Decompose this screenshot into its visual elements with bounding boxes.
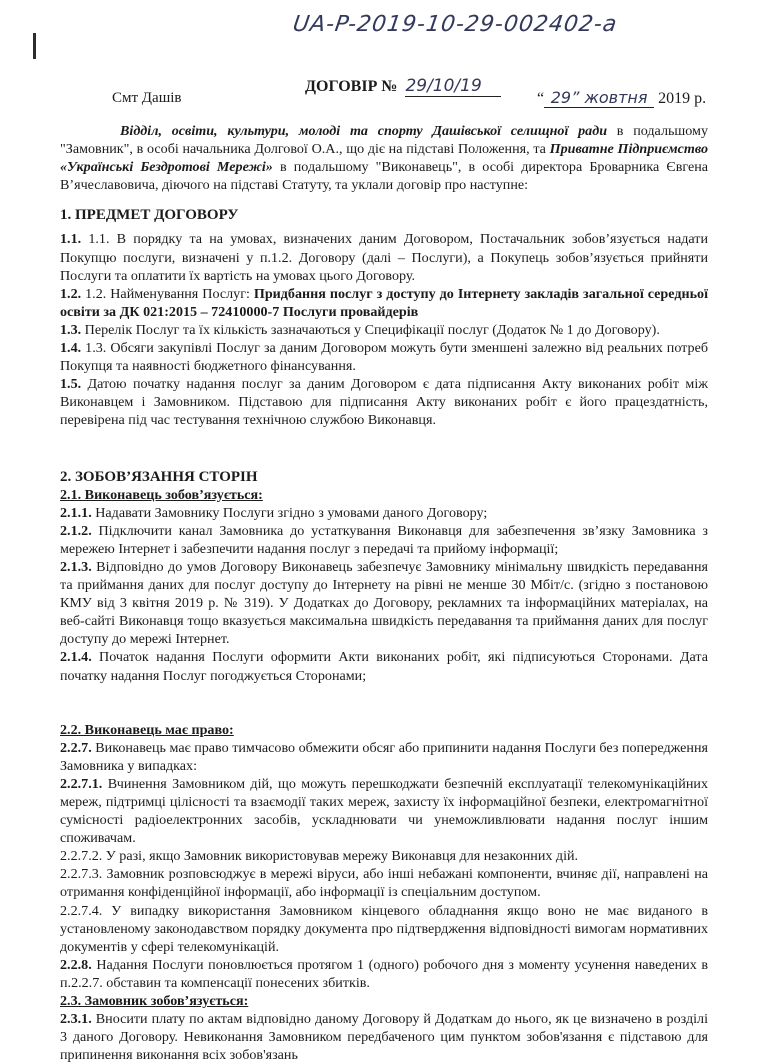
clause-text: Початок надання Послуги оформити Акти виконаних робіт, які підписуються Сторонами. Дата початку надання Послуг погоджується Сторонами; [60, 649, 708, 684]
clause-2-3-1 [60, 1010, 708, 1064]
subsection-2-3-heading: 2.3. Замовник зобов’язується: [60, 993, 249, 1010]
preamble-text-1: в подальшому "Замовник", в особі начальника Долгової О.А., що діє на підставі Положення, та [60, 123, 708, 158]
clause-number: 2.1.2. [60, 522, 92, 539]
section-2-heading: 2. ЗОБОВ’ЯЗАННЯ СТОРІН [60, 468, 258, 485]
clause-1-3 [60, 321, 708, 339]
clause-text: Надання Послуги поновлюється протягом 1 (одного) робочого дня з моменту усунення наведених в п.2.2.7. обставин та компенсації понесених збитків. [60, 956, 708, 991]
clause-2-1-3 [60, 558, 708, 648]
clause-2-2-7 [60, 739, 708, 775]
clause-2-2-8 [60, 956, 708, 992]
subsection-2-2-heading: 2.2. Виконавець має право: [60, 721, 234, 738]
clause-text: 1.2. Найменування Послуг: [81, 285, 254, 302]
clause-number: 1.4. [60, 340, 82, 357]
clause-2-1-1 [60, 504, 708, 522]
clause-number: 2.2.8. [60, 956, 92, 973]
clause-text: Датою початку надання послуг за даним Договором є дата підписання Акту виконаних робіт між Виконавцем і Замовником. Підставою для підписання Акту виконаних робіт є його працездатність, перевірена під час тестування технічною службою Виконавця. [60, 376, 708, 429]
clause-number: 2.1.4. [60, 649, 92, 666]
clause-number: 2.3.1. [60, 1011, 92, 1028]
clause-2-2-7-3: 2.2.7.3. Замовник розповсюджує в мережі віруси, або інші небажані компоненти, вчиняє дії, направлені на отримання конфіденційної інформації, або інформації із спеціальним доступом. [60, 866, 708, 901]
clause-service-name: Придбання послуг з доступу до Інтернету закладів загальної середньої освіти за ДК 021:2015 – 72410000-7 Послуги провайдерів [60, 285, 708, 320]
clause-1-5 [60, 375, 708, 429]
clause-text: Відповідно до умов Договору Виконавець забезпечує Замовнику мінімальну швидкість передавання та приймання даних для послуг доступу до Інтернету на рівні не менше 30 Мбіт/с. (згідно з постановою КМУ від 3 квітня 2019 р. № 319). У Додатках до Договору, рекламних та інформаційних матеріалах, на веб-сайті Виконавця тощо вказується максимальна швидкість передавання та приймання даних для послуг доступу до мережі Інтернет. [60, 558, 708, 648]
preamble [60, 122, 708, 194]
handwritten-registration-number: UA-P-2019-10-29-002402-a [291, 12, 620, 37]
clause-2-1-4 [60, 648, 708, 684]
preamble-customer: Відділ, освіти, культури, молоді та спорту Дашівської селищної ради [120, 123, 608, 139]
contract-title [305, 76, 501, 97]
clause-number: 1.3. [60, 321, 82, 338]
clause-text: Надавати Замовнику Послуги згідно з умовами даного Договору; [91, 504, 488, 521]
clause-number: 2.1.3. [60, 558, 92, 575]
clause-number: 2.2.7.1. [60, 775, 103, 792]
clause-2-2-7-2: 2.2.7.2. У разі, якщо Замовник використовував мережу Виконавця для незаконних дій. [60, 848, 579, 865]
clause-2-2-7-1 [60, 775, 708, 847]
clause-number: 2.1.1. [60, 504, 92, 521]
clause-1-2 [60, 285, 708, 321]
clause-text: 1.1. В порядку та на умовах, визначених даним Договором, Постачальник зобов’язується надати Покупцю послуги, визначені у п.1.2. Договору (далі – Послуги), а Покупець зобов’язується прийняти Послуги та оплатити їх вартість на умовах цього Договору. [60, 231, 708, 284]
clause-text: Перелік Послуг та їх кількість зазначаються у Специфікації послуг (Додаток № 1 до Договору). [81, 321, 660, 338]
clause-1-1 [60, 230, 708, 284]
clause-1-4 [60, 339, 708, 375]
contract-date [537, 88, 706, 108]
clause-2-1-2 [60, 522, 708, 558]
margin-mark [33, 33, 36, 59]
contract-number: 29/10/19 [405, 76, 501, 97]
preamble-text-2: в подальшому "Виконавець", в особі директора Броварника Євгена В’ячеславовича, діючого на підставі Статуту, та уклали договір про наступне: [60, 159, 708, 194]
clause-number: 1.2. [60, 285, 82, 302]
contract-place: Смт Дашів [112, 90, 182, 106]
preamble-contractor: Приватне Підприємство «Українські Бездротові Мережі» [60, 141, 708, 176]
clause-number: 2.2.7. [60, 739, 92, 756]
clause-text: Виконавець має право тимчасово обмежити обсяг або припинити надання Послуги без попередження Замовника у випадках: [60, 739, 708, 774]
clause-text: Вносити плату по актам відповідно даному Договору й Додаткам до нього, як це визначено в розділі 3 даного Договору. Невиконання Замовником передбаченого цим пунктом зобов'язання є підставою для припинення виконання всіх зобов'язань [60, 1011, 708, 1064]
clause-text: Підключити канал Замовника до устаткування Виконавця для забезпечення зв’язку Замовника з мережею Інтернет і забезпечити надання послуг з передачі та прийому інформації; [60, 522, 708, 557]
date-year: 2019 р. [658, 90, 707, 107]
clause-number: 1.1. [60, 231, 82, 248]
clause-text: Вчинення Замовником дій, що можуть перешкоджати безпечній експлуатації телекомунікаційних мереж, підтримці цілісності та взаємодії таких мереж, захисту їх інформаційної безпеки, електромагнітної сумісності радіоелектронних засобів, ускладнювати чи унеможливлювати надання послуг іншим споживачам. [60, 775, 708, 847]
clause-number: 1.5. [60, 376, 82, 393]
contract-body [60, 122, 708, 1064]
date-open-quote: “ [537, 90, 545, 107]
clause-2-2-7-4: 2.2.7.4. У випадку використання Замовником кінцевого обладнання якщо воно не має виданого в установленому законодавством порядку документа про підтвердження відповідності вимогам нормативних документів у сфері телекомунікацій. [60, 902, 708, 955]
date-handwritten: 29” жовтня [544, 88, 654, 108]
clause-text: 1.3. Обсяги закупівлі Послуг за даним Договором можуть бути зменшені залежно від реальних потреб Покупця та наявності бюджетного фінансування. [60, 340, 708, 375]
section-1-heading: 1. ПРЕДМЕТ ДОГОВОРУ [60, 207, 239, 224]
subsection-2-1-heading: 2.1. Виконавець зобов’язується: [60, 486, 263, 503]
contract-title-prefix: ДОГОВІР № [305, 78, 398, 95]
